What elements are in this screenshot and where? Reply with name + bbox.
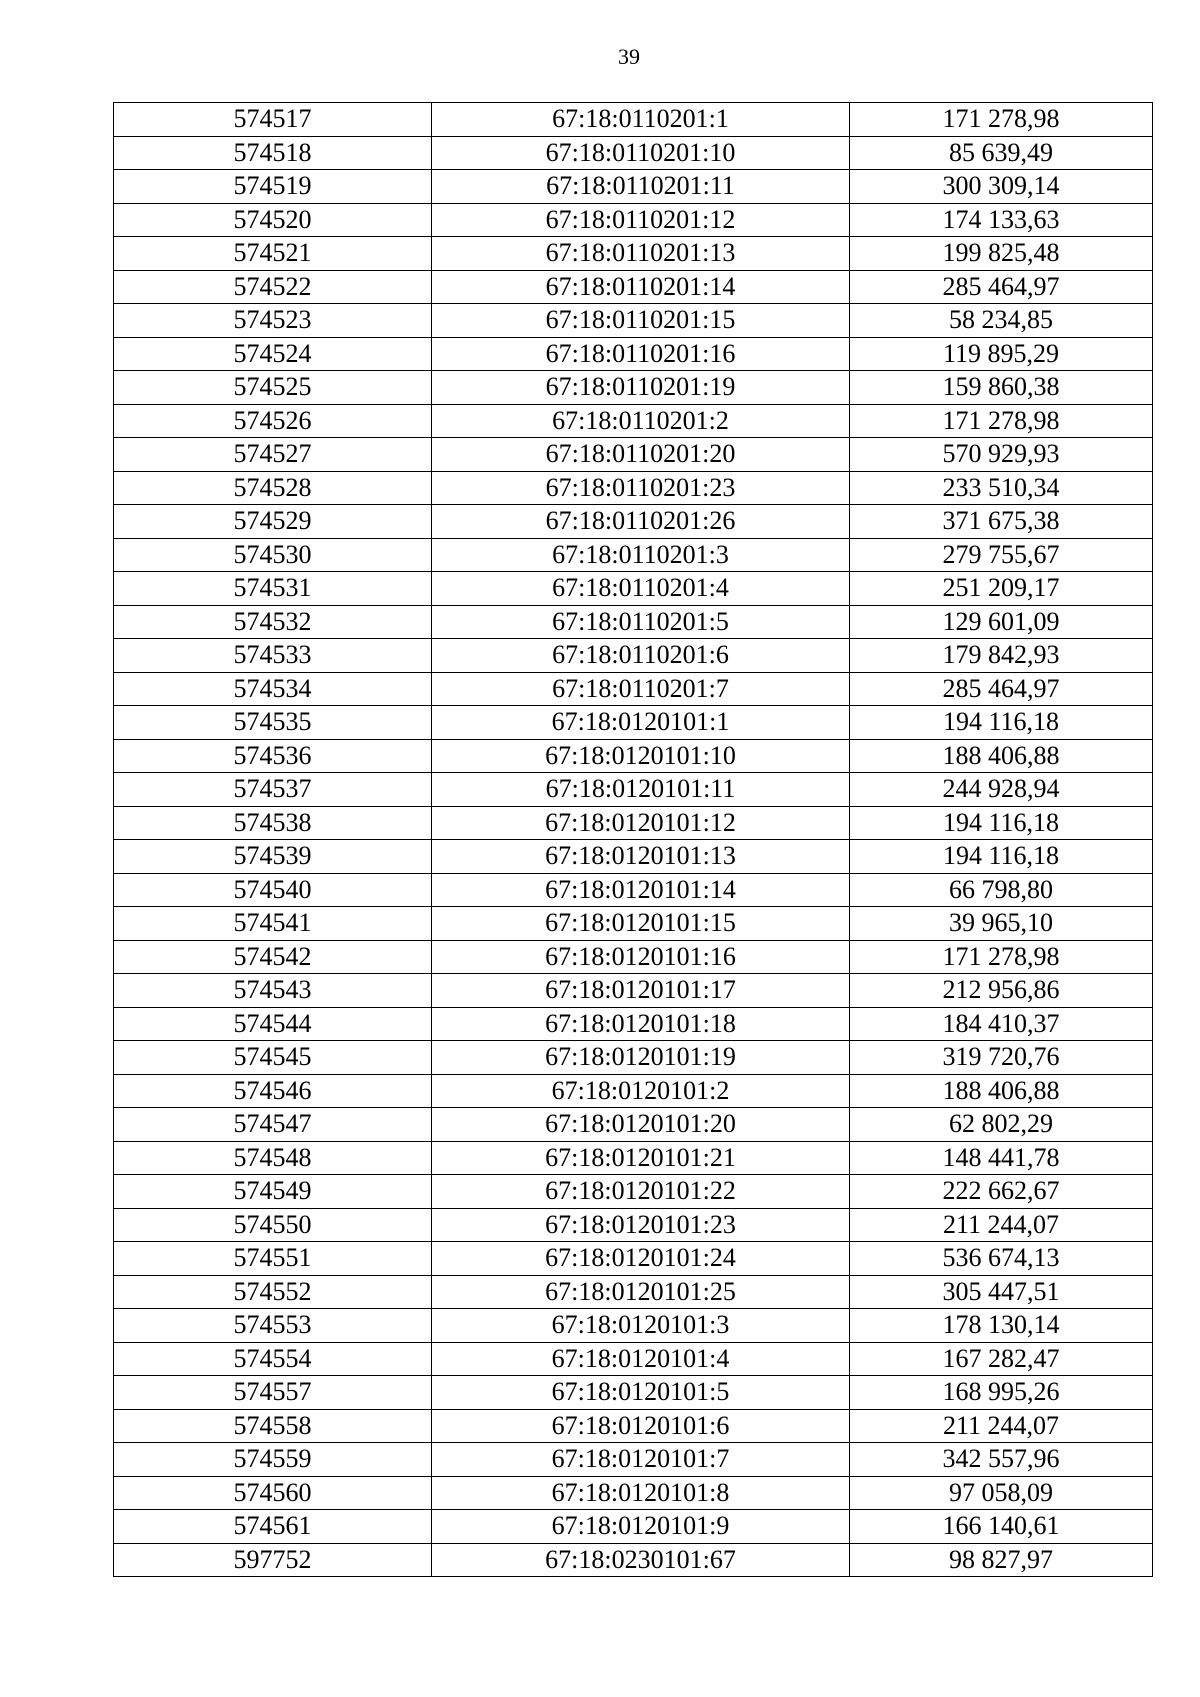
table-row bbox=[114, 773, 1153, 807]
row-number-cell: 574535 bbox=[114, 706, 432, 740]
row-number-cell: 574519 bbox=[114, 170, 432, 204]
table-row bbox=[114, 1007, 1153, 1041]
row-number-cell: 574524 bbox=[114, 337, 432, 371]
registry-table bbox=[113, 102, 1153, 1577]
cadastral-number-cell: 67:18:0120101:15 bbox=[432, 907, 850, 941]
table-row bbox=[114, 538, 1153, 572]
cadastral-number-cell: 67:18:0120101:9 bbox=[432, 1510, 850, 1544]
row-number-cell: 574551 bbox=[114, 1242, 432, 1276]
row-number-cell: 574559 bbox=[114, 1443, 432, 1477]
row-number-cell: 574544 bbox=[114, 1007, 432, 1041]
cadastral-number-cell: 67:18:0110201:10 bbox=[432, 136, 850, 170]
cadastral-number-cell: 67:18:0120101:1 bbox=[432, 706, 850, 740]
table-row bbox=[114, 237, 1153, 271]
row-number-cell: 574521 bbox=[114, 237, 432, 271]
table-row bbox=[114, 371, 1153, 405]
cadastral-number-cell: 67:18:0120101:22 bbox=[432, 1175, 850, 1209]
value-cell: 194 116,18 bbox=[850, 806, 1153, 840]
table-row bbox=[114, 706, 1153, 740]
cadastral-number-cell: 67:18:0120101:10 bbox=[432, 739, 850, 773]
row-number-cell: 574552 bbox=[114, 1275, 432, 1309]
table-row bbox=[114, 170, 1153, 204]
cadastral-number-cell: 67:18:0110201:1 bbox=[432, 103, 850, 137]
cadastral-number-cell: 67:18:0110201:16 bbox=[432, 337, 850, 371]
value-cell: 212 956,86 bbox=[850, 974, 1153, 1008]
value-cell: 171 278,98 bbox=[850, 940, 1153, 974]
row-number-cell: 574545 bbox=[114, 1041, 432, 1075]
table-row bbox=[114, 203, 1153, 237]
row-number-cell: 574546 bbox=[114, 1074, 432, 1108]
value-cell: 244 928,94 bbox=[850, 773, 1153, 807]
table-row bbox=[114, 1208, 1153, 1242]
table-row bbox=[114, 136, 1153, 170]
row-number-cell: 574549 bbox=[114, 1175, 432, 1209]
table-row bbox=[114, 1443, 1153, 1477]
cadastral-number-cell: 67:18:0120101:19 bbox=[432, 1041, 850, 1075]
cadastral-number-cell: 67:18:0120101:7 bbox=[432, 1443, 850, 1477]
table-row bbox=[114, 974, 1153, 1008]
row-number-cell: 574526 bbox=[114, 404, 432, 438]
row-number-cell: 574536 bbox=[114, 739, 432, 773]
value-cell: 279 755,67 bbox=[850, 538, 1153, 572]
row-number-cell: 574548 bbox=[114, 1141, 432, 1175]
table-row bbox=[114, 1376, 1153, 1410]
table-row bbox=[114, 873, 1153, 907]
value-cell: 305 447,51 bbox=[850, 1275, 1153, 1309]
value-cell: 251 209,17 bbox=[850, 572, 1153, 606]
value-cell: 167 282,47 bbox=[850, 1342, 1153, 1376]
value-cell: 570 929,93 bbox=[850, 438, 1153, 472]
row-number-cell: 574557 bbox=[114, 1376, 432, 1410]
table-row bbox=[114, 1141, 1153, 1175]
value-cell: 199 825,48 bbox=[850, 237, 1153, 271]
cadastral-number-cell: 67:18:0110201:5 bbox=[432, 605, 850, 639]
cadastral-number-cell: 67:18:0120101:20 bbox=[432, 1108, 850, 1142]
row-number-cell: 574533 bbox=[114, 639, 432, 673]
row-number-cell: 574561 bbox=[114, 1510, 432, 1544]
row-number-cell: 574543 bbox=[114, 974, 432, 1008]
cadastral-number-cell: 67:18:0110201:12 bbox=[432, 203, 850, 237]
cadastral-number-cell: 67:18:0230101:67 bbox=[432, 1543, 850, 1577]
cadastral-number-cell: 67:18:0110201:4 bbox=[432, 572, 850, 606]
cadastral-number-cell: 67:18:0120101:14 bbox=[432, 873, 850, 907]
table-row bbox=[114, 940, 1153, 974]
cadastral-number-cell: 67:18:0110201:7 bbox=[432, 672, 850, 706]
value-cell: 342 557,96 bbox=[850, 1443, 1153, 1477]
cadastral-number-cell: 67:18:0110201:3 bbox=[432, 538, 850, 572]
row-number-cell: 574539 bbox=[114, 840, 432, 874]
table-row bbox=[114, 438, 1153, 472]
table-row bbox=[114, 103, 1153, 137]
value-cell: 184 410,37 bbox=[850, 1007, 1153, 1041]
table-row bbox=[114, 572, 1153, 606]
cadastral-number-cell: 67:18:0120101:18 bbox=[432, 1007, 850, 1041]
value-cell: 97 058,09 bbox=[850, 1476, 1153, 1510]
row-number-cell: 574558 bbox=[114, 1409, 432, 1443]
registry-table-body bbox=[114, 103, 1153, 1577]
value-cell: 85 639,49 bbox=[850, 136, 1153, 170]
cadastral-number-cell: 67:18:0110201:2 bbox=[432, 404, 850, 438]
row-number-cell: 574531 bbox=[114, 572, 432, 606]
cadastral-number-cell: 67:18:0120101:17 bbox=[432, 974, 850, 1008]
table-row bbox=[114, 672, 1153, 706]
value-cell: 171 278,98 bbox=[850, 103, 1153, 137]
table-row bbox=[114, 1409, 1153, 1443]
table-row bbox=[114, 1342, 1153, 1376]
value-cell: 211 244,07 bbox=[850, 1208, 1153, 1242]
value-cell: 211 244,07 bbox=[850, 1409, 1153, 1443]
value-cell: 119 895,29 bbox=[850, 337, 1153, 371]
table-row bbox=[114, 1510, 1153, 1544]
table-row bbox=[114, 605, 1153, 639]
value-cell: 62 802,29 bbox=[850, 1108, 1153, 1142]
row-number-cell: 574542 bbox=[114, 940, 432, 974]
value-cell: 319 720,76 bbox=[850, 1041, 1153, 1075]
cadastral-number-cell: 67:18:0120101:11 bbox=[432, 773, 850, 807]
cadastral-number-cell: 67:18:0110201:6 bbox=[432, 639, 850, 673]
value-cell: 194 116,18 bbox=[850, 706, 1153, 740]
value-cell: 166 140,61 bbox=[850, 1510, 1153, 1544]
row-number-cell: 574547 bbox=[114, 1108, 432, 1142]
table-row bbox=[114, 337, 1153, 371]
cadastral-number-cell: 67:18:0120101:4 bbox=[432, 1342, 850, 1376]
cadastral-number-cell: 67:18:0120101:24 bbox=[432, 1242, 850, 1276]
row-number-cell: 574523 bbox=[114, 304, 432, 338]
value-cell: 536 674,13 bbox=[850, 1242, 1153, 1276]
cadastral-number-cell: 67:18:0110201:19 bbox=[432, 371, 850, 405]
value-cell: 39 965,10 bbox=[850, 907, 1153, 941]
table-row bbox=[114, 270, 1153, 304]
row-number-cell: 574537 bbox=[114, 773, 432, 807]
cadastral-number-cell: 67:18:0110201:15 bbox=[432, 304, 850, 338]
row-number-cell: 574525 bbox=[114, 371, 432, 405]
row-number-cell: 574517 bbox=[114, 103, 432, 137]
value-cell: 174 133,63 bbox=[850, 203, 1153, 237]
row-number-cell: 574560 bbox=[114, 1476, 432, 1510]
cadastral-number-cell: 67:18:0120101:21 bbox=[432, 1141, 850, 1175]
cadastral-number-cell: 67:18:0120101:6 bbox=[432, 1409, 850, 1443]
registry-table-container bbox=[113, 102, 1152, 1577]
cadastral-number-cell: 67:18:0120101:23 bbox=[432, 1208, 850, 1242]
row-number-cell: 574541 bbox=[114, 907, 432, 941]
page-number: 39 bbox=[618, 44, 640, 69]
table-row bbox=[114, 1108, 1153, 1142]
value-cell: 285 464,97 bbox=[850, 270, 1153, 304]
table-row bbox=[114, 304, 1153, 338]
row-number-cell: 574522 bbox=[114, 270, 432, 304]
table-row bbox=[114, 471, 1153, 505]
row-number-cell: 574534 bbox=[114, 672, 432, 706]
row-number-cell: 574532 bbox=[114, 605, 432, 639]
cadastral-number-cell: 67:18:0120101:13 bbox=[432, 840, 850, 874]
value-cell: 129 601,09 bbox=[850, 605, 1153, 639]
row-number-cell: 574527 bbox=[114, 438, 432, 472]
cadastral-number-cell: 67:18:0120101:8 bbox=[432, 1476, 850, 1510]
value-cell: 233 510,34 bbox=[850, 471, 1153, 505]
value-cell: 194 116,18 bbox=[850, 840, 1153, 874]
cadastral-number-cell: 67:18:0110201:20 bbox=[432, 438, 850, 472]
table-row bbox=[114, 739, 1153, 773]
cadastral-number-cell: 67:18:0110201:13 bbox=[432, 237, 850, 271]
row-number-cell: 574550 bbox=[114, 1208, 432, 1242]
table-row bbox=[114, 639, 1153, 673]
table-row bbox=[114, 505, 1153, 539]
table-row bbox=[114, 1309, 1153, 1343]
value-cell: 300 309,14 bbox=[850, 170, 1153, 204]
cadastral-number-cell: 67:18:0110201:26 bbox=[432, 505, 850, 539]
value-cell: 159 860,38 bbox=[850, 371, 1153, 405]
value-cell: 222 662,67 bbox=[850, 1175, 1153, 1209]
value-cell: 179 842,93 bbox=[850, 639, 1153, 673]
cadastral-number-cell: 67:18:0120101:2 bbox=[432, 1074, 850, 1108]
value-cell: 66 798,80 bbox=[850, 873, 1153, 907]
row-number-cell: 574554 bbox=[114, 1342, 432, 1376]
cadastral-number-cell: 67:18:0120101:12 bbox=[432, 806, 850, 840]
value-cell: 178 130,14 bbox=[850, 1309, 1153, 1343]
cadastral-number-cell: 67:18:0110201:14 bbox=[432, 270, 850, 304]
value-cell: 188 406,88 bbox=[850, 739, 1153, 773]
value-cell: 285 464,97 bbox=[850, 672, 1153, 706]
value-cell: 58 234,85 bbox=[850, 304, 1153, 338]
table-row bbox=[114, 404, 1153, 438]
table-row bbox=[114, 1275, 1153, 1309]
value-cell: 168 995,26 bbox=[850, 1376, 1153, 1410]
table-row bbox=[114, 1543, 1153, 1577]
row-number-cell: 574538 bbox=[114, 806, 432, 840]
table-row bbox=[114, 1476, 1153, 1510]
value-cell: 98 827,97 bbox=[850, 1543, 1153, 1577]
table-row bbox=[114, 1242, 1153, 1276]
value-cell: 371 675,38 bbox=[850, 505, 1153, 539]
table-row bbox=[114, 806, 1153, 840]
table-row bbox=[114, 1074, 1153, 1108]
cadastral-number-cell: 67:18:0110201:11 bbox=[432, 170, 850, 204]
cadastral-number-cell: 67:18:0120101:3 bbox=[432, 1309, 850, 1343]
row-number-cell: 574540 bbox=[114, 873, 432, 907]
row-number-cell: 574520 bbox=[114, 203, 432, 237]
table-row bbox=[114, 1175, 1153, 1209]
cadastral-number-cell: 67:18:0120101:5 bbox=[432, 1376, 850, 1410]
value-cell: 188 406,88 bbox=[850, 1074, 1153, 1108]
row-number-cell: 574518 bbox=[114, 136, 432, 170]
row-number-cell: 574530 bbox=[114, 538, 432, 572]
row-number-cell: 574553 bbox=[114, 1309, 432, 1343]
cadastral-number-cell: 67:18:0120101:25 bbox=[432, 1275, 850, 1309]
cadastral-number-cell: 67:18:0110201:23 bbox=[432, 471, 850, 505]
row-number-cell: 597752 bbox=[114, 1543, 432, 1577]
value-cell: 148 441,78 bbox=[850, 1141, 1153, 1175]
table-row bbox=[114, 907, 1153, 941]
row-number-cell: 574529 bbox=[114, 505, 432, 539]
table-row bbox=[114, 840, 1153, 874]
cadastral-number-cell: 67:18:0120101:16 bbox=[432, 940, 850, 974]
table-row bbox=[114, 1041, 1153, 1075]
row-number-cell: 574528 bbox=[114, 471, 432, 505]
value-cell: 171 278,98 bbox=[850, 404, 1153, 438]
